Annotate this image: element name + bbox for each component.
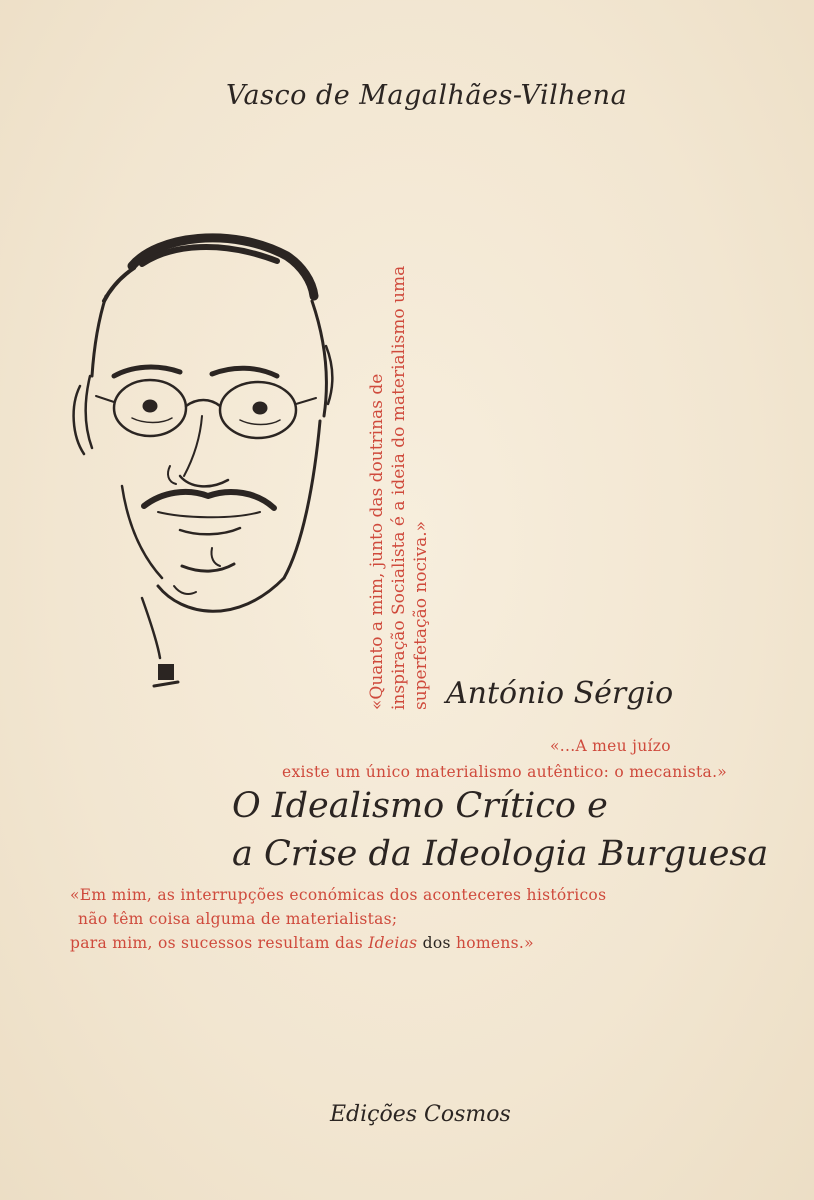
vertical-quote-line-3: superfetação nociva.» (411, 520, 431, 710)
vertical-quote-line-2: inspiração Socialista é a ideia do materialismo uma (389, 265, 409, 710)
quote3-line-3-c: dos (417, 934, 456, 952)
quote3-line-3-d: homens.» (455, 934, 534, 952)
quote2-line-2: existe um único materialismo autêntico: o mecanista.» (282, 763, 728, 781)
vertical-quote-line-1: «Quanto a mim, junto das doutrinas de (367, 373, 387, 710)
quote3-line-2: não têm coisa alguma de materialistas; (78, 910, 398, 928)
quote3-line-1: «Em mim, as interrupções económicas dos aconteceres históricos (70, 886, 607, 904)
subject-name: António Sérgio (446, 676, 674, 711)
quote2-line-1: «...A meu juízo (550, 737, 671, 755)
vertical-quote (364, 232, 438, 710)
quote3-line-3-a: para mim, os sucessos resultam das (70, 934, 369, 952)
book-title-line-2: a Crise da Ideologia Burguesa (232, 834, 769, 874)
author-name: Vasco de Magalhães-Vilhena (226, 80, 628, 111)
portrait-sketch (62, 226, 342, 696)
publisher-name: Edições Cosmos (330, 1102, 511, 1127)
quote3-ideias: Ideias (368, 934, 418, 952)
book-title-line-1: O Idealismo Crítico e (232, 786, 608, 826)
quote3-line-3 (70, 934, 534, 952)
